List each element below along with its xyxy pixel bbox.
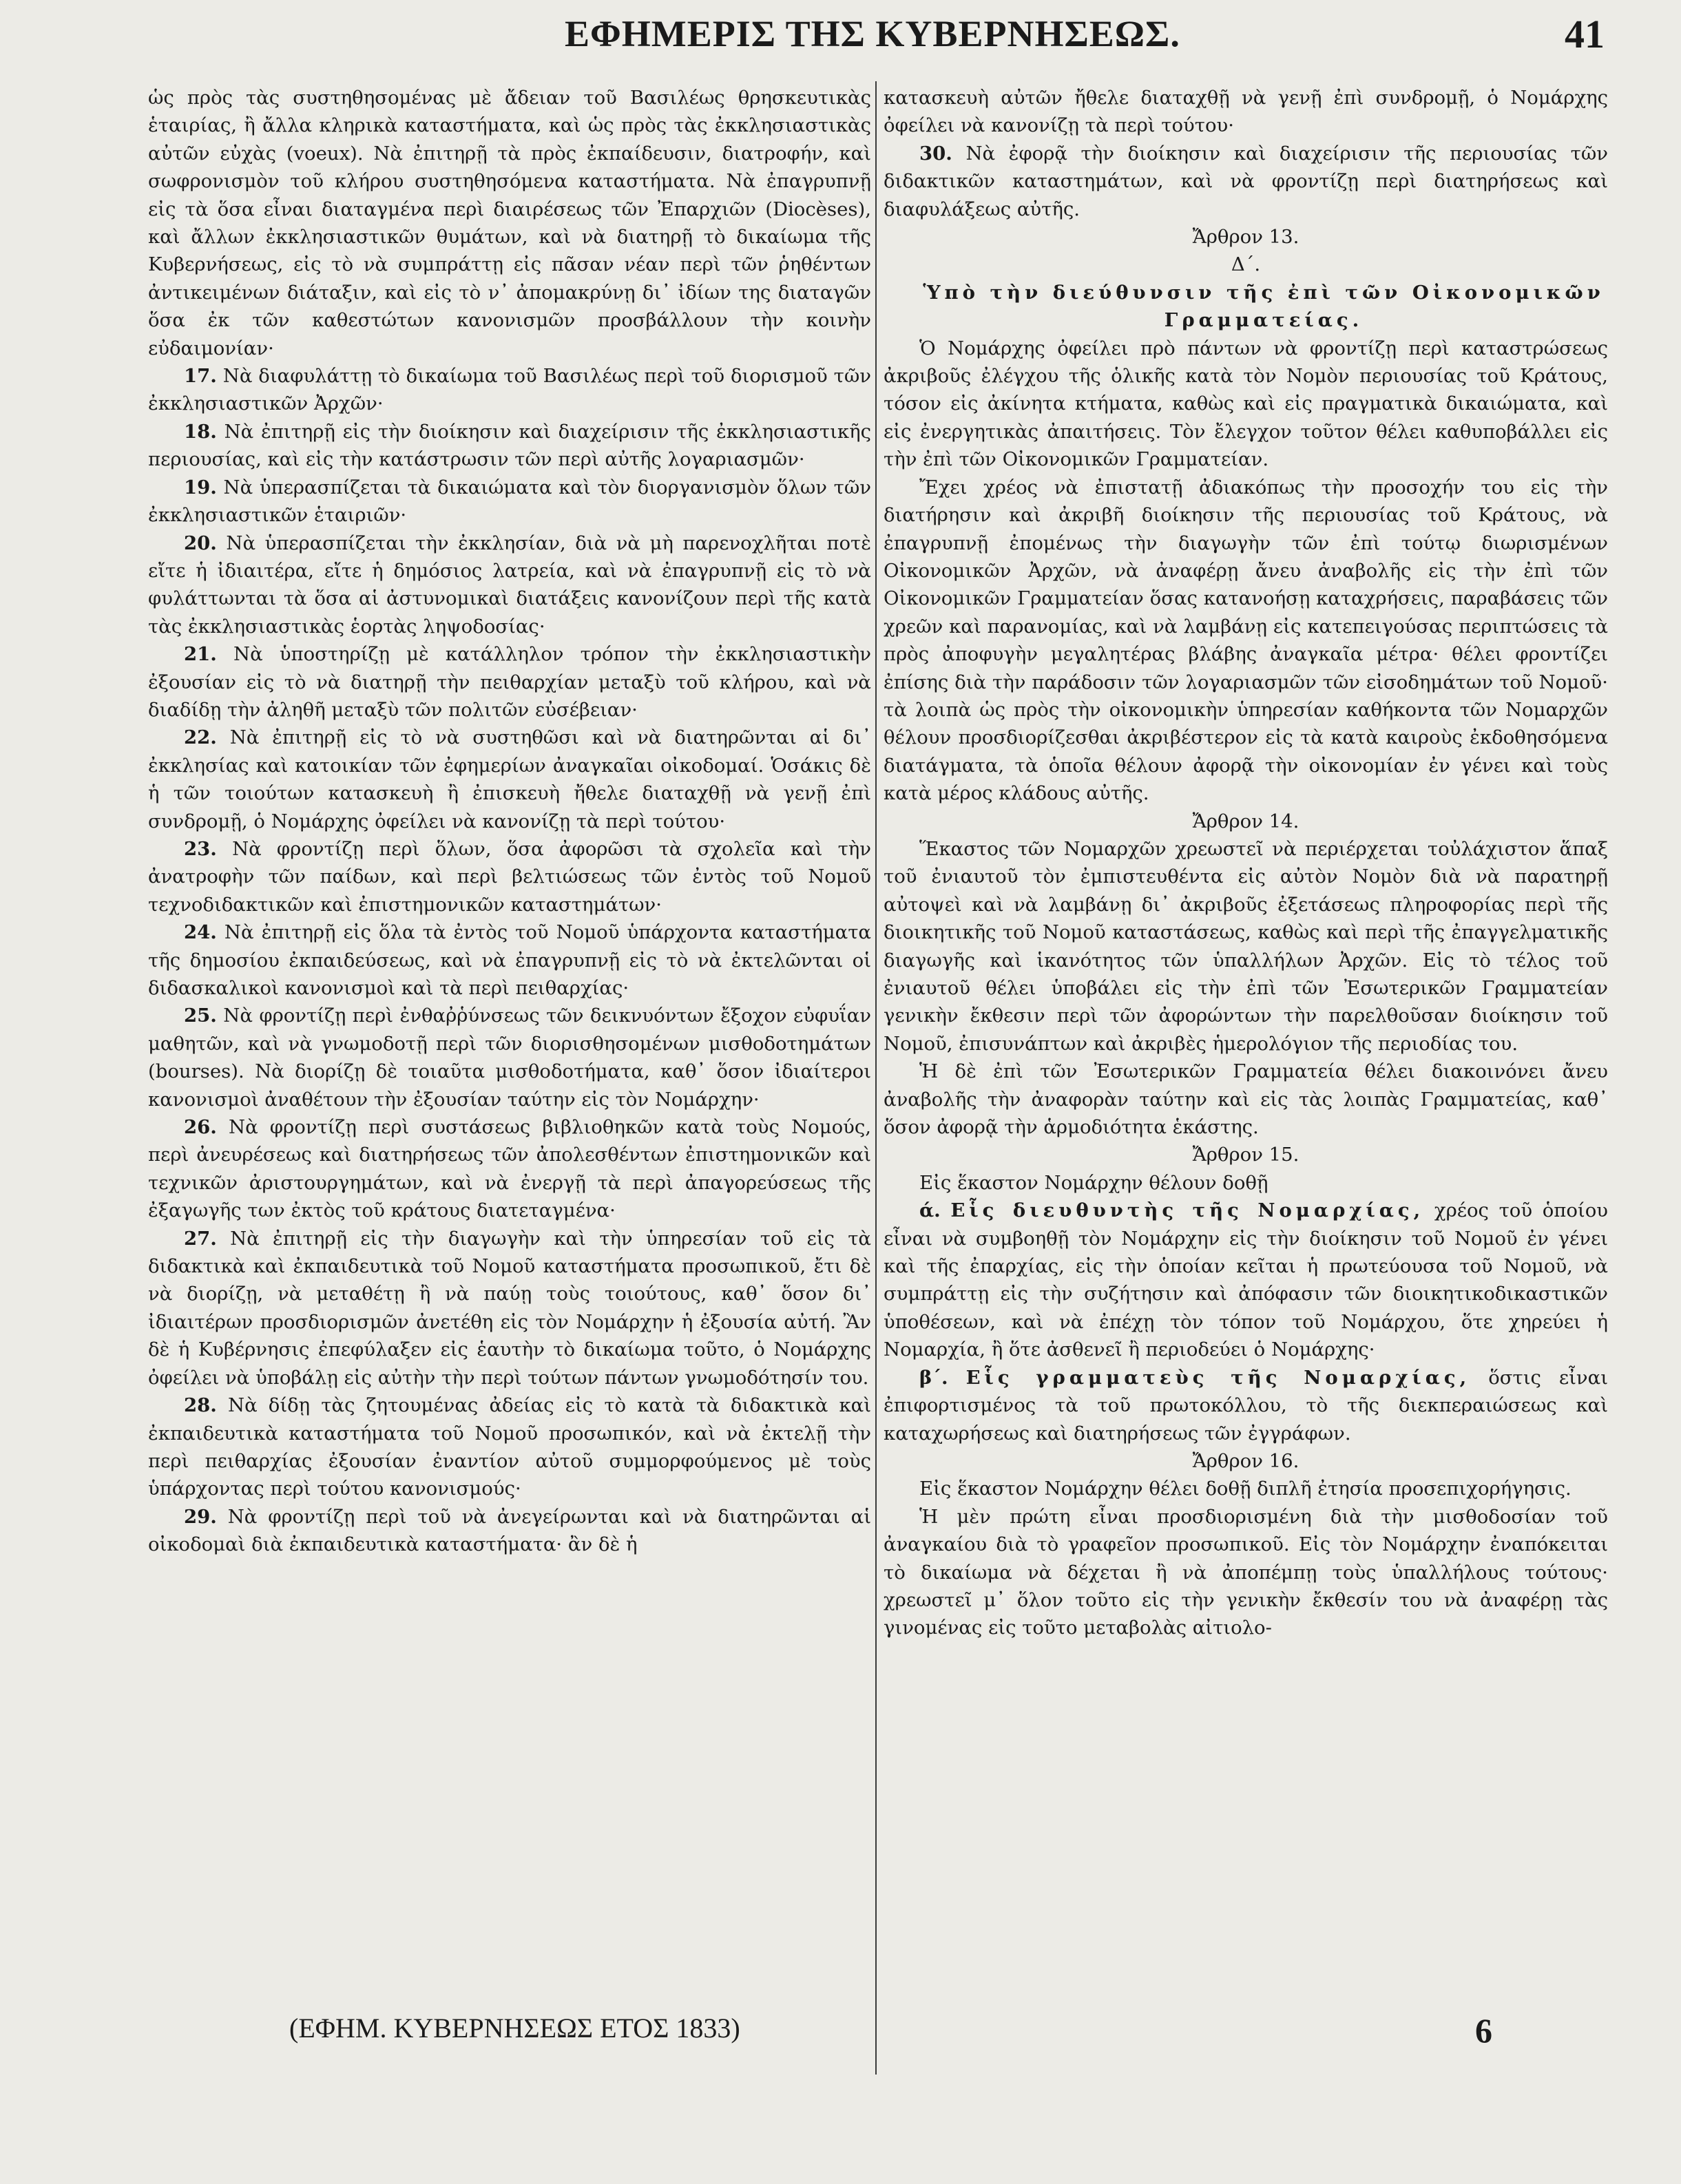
article-15-item-b	[884, 1364, 1608, 1447]
section-title: Ὑπὸ τὴν διεύθυνσιν τῆς ἐπὶ τῶν Οἰκονομικῶν	[923, 281, 1605, 304]
article-13-paragraph-2: Ἔχει χρέος νὰ ἐπιστατῇ ἀδιακόπως τὴν προσοχήν του εἰς τὴν διατήρησιν καὶ ἀκριβῆ διοίκησιν τῆς περιουσίας τοῦ Κράτους, νὰ ἐπαγρυπνῇ ἐπομένως τὴν διαγωγὴν τῶν ἐπὶ τούτῳ διωρισμένων Οἰκονομικῶν Ἀρχῶν, νὰ ἀναφέρῃ ἄνευ ἀναβολῆς εἰς τὴν ἐπὶ τῶν Οἰκονομικῶν Γραμματείαν ὅσας κατανοήσῃ καταχρήσεις, παραβάσεις τῶν χρεῶν καὶ παρανομίας, καὶ νὰ λαμβάνῃ εἰς κατεπειγούσας περιπτώσεις τὰ πρὸς ἀποφυγὴν μεγαλητέρας βλάβης ἀναγκαῖα μέτρα· θέλει φροντίζει ἐπίσης διὰ τὴν παράδοσιν τῶν λογαριασμῶν τῶν εἰσοδημάτων τοῦ Νομοῦ· τὰ λοιπὰ ὡς πρὸς τὴν οἰκονομικὴν ὑπηρεσίαν καθήκοντα τῶν Νομαρχῶν θέλουν προσδιορίζεσθαι ἀκριβέστερον εἰς τὰ κατὰ καιροὺς ἐκδοθησόμενα διατάγματα, τὰ ὁποῖα θέλουν ἀφορᾷ τὴν οἰκονομίαν ἐν γένει καὶ τοὺς κατὰ μέρος κλάδους αὐτῆς.	[884, 476, 1608, 805]
article-15-heading: Ἄρθρον 15.	[1192, 1144, 1299, 1166]
right-intro-paragraph: κατασκευὴ αὐτῶν ἤθελε διαταχθῇ νὰ γενῇ ἐπὶ συνδρομῇ, ὁ Νομάρχης ὀφείλει νὰ κανονίζῃ τὰ περὶ τούτου·	[884, 87, 1608, 137]
item-text: Νὰ ἐπιτηρῇ εἰς τὸ νὰ συστηθῶσι καὶ νὰ διατηρῶνται αἱ δι᾽ ἐκκλησίας καὶ κατοικίαν τῶν ἐφημερίων ἀναγκαῖαι οἰκοδομαί. Ὁσάκις δὲ ἡ τῶν τοιούτων κατασκευὴ ἢ ἐπισκευὴ ἤθελε διαταχθῇ νὰ γενῇ ἐπὶ συνδρομῇ, ὁ Νομάρχης ὀφείλει νὰ κανονίζῃ τὰ περὶ τούτου·	[148, 726, 871, 832]
numbered-item	[148, 1503, 871, 1559]
footer-note: (ΕΦΗΜ. ΚΥΒΕΡΝΗΣΕΩΣ ΕΤΟΣ 1833)	[289, 2013, 740, 2044]
left-column	[148, 84, 871, 1559]
item-text: Νὰ ἐπιτηρῇ εἰς τὴν διοίκησιν καὶ διαχείρισιν τῆς ἐκκλησιαστικῆς περιουσίας, καὶ εἰς τὴν κατάστρωσιν τῶν περὶ αὐτῆς λογαριασμῶν·	[148, 420, 871, 471]
item-number: 29.	[184, 1505, 217, 1528]
article-16-paragraph-2: Ἡ μὲν πρώτη εἶναι προσδιορισμένη διὰ τὴν μισθοδοσίαν τοῦ ἀναγκαίου διὰ τὸ γραφεῖον προσωπικοῦ. Εἰς τὸν Νομάρχην ἐναπόκειται τὸ δικαίωμα νὰ δέχεται ἢ νὰ ἀποπέμπῃ τοὺς ὑπαλλήλους τούτους· χρεωστεῖ μ᾽ ὅλον τοῦτο εἰς τὴν γενικὴν ἔκθεσίν του νὰ ἀναφέρῃ τὰς γινομένας εἰς τοῦτο μεταβολὰς αἰτιολο-	[884, 1505, 1608, 1639]
item-text: Νὰ φροντίζῃ περὶ ἐνθαῤῥύνσεως τῶν δεικνυόντων ἔξοχον εὐφυΐαν μαθητῶν, καὶ νὰ γνωμοδοτῇ περὶ τῶν διορισθησομένων μισθοδοτημάτων (bourses). Νὰ διορίζῃ δὲ τοιαῦτα μισθοδοτήματα, καθ᾽ ὅσον ἰδιαίτεροι κανονισμοὶ ἀναθέτουν τὴν ἐξουσίαν ταύτην εἰς τὸν Νομάρχην·	[148, 1005, 871, 1111]
item-number: 20.	[184, 532, 217, 554]
item-text: Νὰ ἐπιτηρῇ εἰς τὴν διαγωγὴν καὶ τὴν ὑπηρεσίαν τοῦ εἰς τὰ διδακτικὰ καὶ ἐκπαιδευτικὰ τοῦ Νομοῦ καταστήματα προσωπικοῦ, ἔτι δὲ νὰ διορίζῃ, νὰ μεταθέτῃ ἢ νὰ παύῃ τοὺς τοιούτους, καθ᾽ ὅσον δι᾽ ἰδιαιτέρων προσδιορισμῶν ἀνετέθη εἰς τὸν Νομάρχην ἡ ἐξουσία αὐτή. Ἂν δὲ ἡ Κυβέρνησις ἐπεφύλαξεν εἰς ἑαυτὴν τὸ δικαίωμα τοῦτο, ὁ Νομάρχης ὀφείλει νὰ ὑποβάλῃ εἰς αὐτὴν τὴν περὶ τούτων πάντων γνωμοδότησίν του.	[148, 1227, 871, 1389]
item-text: Νὰ φροντίζῃ περὶ συστάσεως βιβλιοθηκῶν κατὰ τοὺς Νομούς, περὶ ἀνευρέσεως καὶ διατηρήσεως τῶν ἀπολεσθέντων ἐπιστημονικῶν καὶ τεχνικῶν ἀριστουργημάτων, καὶ νὰ ἐνεργῇ τὰ περὶ ἀπαγορεύσεως τῆς ἐξαγωγῆς των ἐκτὸς τοῦ κράτους διατεταγμένα·	[148, 1116, 871, 1222]
item-number: 24.	[184, 921, 217, 944]
item-text: Νὰ διαφυλάττῃ τὸ δικαίωμα τοῦ Βασιλέως περὶ τοῦ διορισμοῦ τῶν ἐκκλησιαστικῶν Ἀρχῶν·	[148, 365, 871, 415]
item-number: 18.	[184, 420, 217, 443]
article-16-paragraph-1: Εἰς ἕκαστον Νομάρχην θέλει δοθῇ διπλῆ ἐτησία προσεπιχορήγησις.	[919, 1478, 1572, 1500]
item-title: Εἷς γραμματεὺς τῆς Νομαρχίας,	[965, 1366, 1471, 1389]
numbered-item	[148, 474, 871, 529]
item-text: Νὰ ὑπερασπίζεται τὰ δικαιώματα καὶ τὸν διοργανισμὸν ὅλων τῶν ἐκκλησιαστικῶν ἑταιριῶν·	[148, 476, 872, 527]
item-text: Νὰ ἐφορᾷ τὴν διοίκησιν καὶ διαχείρισιν τῆς περιουσίας τῶν διδακτικῶν καταστημάτων, καὶ νὰ φροντίζῃ περὶ διατηρήσεως καὶ διαφυλάξεως αὐτῆς.	[884, 142, 1608, 220]
item-text: Νὰ ὑποστηρίζῃ μὲ κατάλληλον τρόπον τὴν ἐκκλησιαστικὴν ἐξουσίαν εἰς τὸ νὰ διατηρῇ τὴν πειθαρχίαν μεταξὺ τοῦ κλήρου, καὶ νὰ διαδίδῃ τὴν ἀληθῆ μεταξὺ τῶν πολιτῶν εὐσέβειαν·	[148, 643, 871, 721]
numbered-item	[148, 640, 871, 724]
numbered-item	[148, 918, 871, 1002]
item-number: 17.	[184, 365, 217, 388]
numbered-item	[148, 1225, 871, 1392]
numbered-item	[148, 1392, 871, 1503]
page-number: 41	[1565, 12, 1605, 56]
section-title-continued: Γραμματείας.	[1164, 309, 1364, 332]
item-text: Νὰ ἐπιτηρῇ εἰς ὅλα τὰ ἐντὸς τοῦ Νομοῦ ὑπάρχοντα καταστήματα τῆς δημοσίου ἐκπαιδεύσεως, καὶ νὰ ἐπαγρυπνῇ εἰς τὸ νὰ ἐκτελῶνται οἱ διδασκαλικοὶ κανονισμοὶ καὶ τὰ περὶ πειθαρχίας·	[148, 921, 871, 999]
continued-paragraph: ὡς πρὸς τὰς συστηθησομένας μὲ ἄδειαν τοῦ Βασιλέως θρησκευτικὰς ἑταιρίας, ἢ ἄλλα κληρικὰ καταστήματα, καὶ ὡς πρὸς τὰς ἐκκλησιαστικὰς αὐτῶν εὐχὰς (voeux). Νὰ ἐπιτηρῇ τὰ πρὸς ἐκπαίδευσιν, διατροφήν, καὶ σωφρονισμὸν τοῦ κλήρου συστηθησόμενα καταστήματα. Νὰ ἐπαγρυπνῇ εἰς τὰ ὅσα εἶναι διαταγμένα περὶ διαιρέσεως τῶν Ἐπαρχιῶν (Diocèses), καὶ ἄλλων ἐκκλησιαστικῶν θυμάτων, καὶ νὰ διατηρῇ τὸ δικαίωμα τῆς Κυβερνήσεως, εἰς τὸ νὰ συμπράττῃ εἰς πᾶσαν νέαν περὶ τῶν ῥηθέντων ἀντικειμένων διάταξιν, καὶ εἰς τὸ ν᾽ ἀπομακρύνῃ δι᾽ ἰδίων της διαταγῶν ὅσα ἐκ τῶν καθεστώτων κανονισμῶν προσβάλλουν τὴν κοινὴν εὐδαιμονίαν·	[148, 87, 871, 359]
item-text: χρέος τοῦ ὁποίου εἶναι νὰ συμβοηθῇ τὸν Νομάρχην εἰς τὴν διοίκησιν τοῦ Νομοῦ ἐν γένει καὶ τῆς ἐπαρχίας, εἰς τὴν ὁποίαν κεῖται ἡ πρωτεύουσα τοῦ Νομοῦ, νὰ συμπράττῃ εἰς τὴν συζήτησιν καὶ ἀπόφασιν τῶν διοικητικοδικαστικῶν ὑποθέσεων, καὶ νὰ ἐπέχῃ τὸν τόπον τοῦ Νομάρχου, ὅτε χηρεύει ἡ Νομαρχία, ἢ ὅτε ἀσθενεῖ ἢ περιοδεύει ὁ Νομάρχης·	[884, 1199, 1608, 1361]
item-30	[884, 140, 1608, 223]
item-text: Νὰ ὑπερασπίζεται τὴν ἐκκλησίαν, διὰ νὰ μὴ παρενοχλῆται ποτὲ εἴτε ἡ ἰδιαιτέρα, εἴτε ἡ δημόσιος λατρεία, καὶ νὰ ἐπαγρυπνῇ εἰς τὸ νὰ φυλάττωνται τὰ ὅσα αἱ ἀστυνομικαὶ διατάξεις κανονίζουν περὶ τῆς κατὰ τὰς ἐκκλησιαστικὰς ἑορτὰς ληψοδοσίας·	[148, 532, 871, 638]
item-number: 26.	[184, 1116, 217, 1139]
article-14-paragraph-1: Ἕκαστος τῶν Νομαρχῶν χρεωστεῖ νὰ περιέρχεται τοὐλάχιστον ἅπαξ τοῦ ἐνιαυτοῦ τὸν ἐμπιστευθέντα εἰς αὐτὸν Νομὸν διὰ νὰ παρατηρῇ αὐτοψεὶ καὶ νὰ λαμβάνῃ δι᾽ ἀκριβοῦς ἐξετάσεως πληροφορίας περὶ τῆς διοικητικῆς τοῦ Νομοῦ καταστάσεως, καθὼς καὶ περὶ τῆς ἐπαγγελματικῆς διαγωγῆς καὶ ἱκανότητος τῶν ὑπαλλήλων Ἀρχῶν. Εἰς τὸ τέλος τοῦ ἐνιαυτοῦ θέλει ὑποβάλει εἰς τὴν ἐπὶ τῶν Ἐσωτερικῶν Γραμματείαν γενικὴν ἔκθεσιν περὶ τῶν ἀφορώντων τὴν παρελθοῦσαν διοίκησιν τοῦ Νομοῦ, ἐπισυνάπτων καὶ ἀκριβὲς ἡμερολόγιον τῆς περιοδίας του.	[884, 837, 1608, 1055]
item-label: ά.	[919, 1199, 941, 1222]
item-number: 22.	[184, 726, 217, 749]
item-text: Νὰ δίδῃ τὰς ζητουμένας ἀδείας εἰς τὸ κατὰ τὰ διδακτικὰ καὶ ἐκπαιδευτικὰ καταστήματα τοῦ Νομοῦ προσωπικόν, καὶ νὰ ἐκτελῇ τὴν περὶ πειθαρχίας ἐξουσίαν ἐναντίον αὐτοῦ συμμορφούμενος μὲ τοὺς ὑπάρχοντας περὶ τούτου κανονισμούς·	[148, 1394, 871, 1500]
item-label: β΄.	[919, 1366, 948, 1389]
item-number: 23.	[184, 837, 217, 860]
numbered-item	[148, 835, 871, 918]
signature-mark: 6	[1475, 2011, 1492, 2050]
section-letter: Δ΄.	[1231, 253, 1261, 276]
article-13-heading: Ἄρθρον 13.	[1192, 226, 1299, 249]
article-13-paragraph-1: Ὁ Νομάρχης ὀφείλει πρὸ πάντων νὰ φροντίζῃ περὶ καταστρώσεως ἀκριβοῦς ἐλέγχου τῆς ὁλικῆς κατὰ τὸν Νομὸν περιουσίας τοῦ Κράτους, τόσον εἰς ἀκίνητα κτήματα, καθὼς καὶ εἰς πραγματικὰ δικαιώματα, καὶ εἰς ἐνεργητικὰς ἀπαιτήσεις. Τὸν ἔλεγχον τοῦτον θέλει καθυποβάλλει εἰς τὴν ἐπὶ τῶν Οἰκονομικῶν Γραμματείαν.	[884, 337, 1608, 471]
numbered-item	[148, 418, 871, 474]
column-divider	[875, 81, 877, 2075]
item-number: 19.	[184, 476, 217, 498]
numbered-item	[148, 724, 871, 835]
masthead-title: ΕΦΗΜΕΡΙΣ ΤΗΣ ΚΥΒΕΡΝΗΣΕΩΣ.	[565, 13, 1180, 54]
numbered-item	[148, 1002, 871, 1113]
item-number: 30.	[919, 142, 952, 165]
numbered-item	[148, 362, 871, 418]
item-text: ὅστις εἶναι ἐπιφορτισμένος τὰ τοῦ πρωτοκόλλου, τὸ τῆς διεκπεραιώσεως καὶ καταχωρήσεως καὶ διατηρήσεως τῶν ἐγγράφων.	[884, 1366, 1608, 1445]
numbered-item	[148, 529, 871, 641]
item-title: Εἷς διευθυντὴς τῆς Νομαρχίας,	[950, 1199, 1425, 1222]
running-head	[0, 10, 1681, 58]
item-text: Νὰ φροντίζῃ περὶ τοῦ νὰ ἀνεγείρωνται καὶ νὰ διατηρῶνται αἱ οἰκοδομαὶ διὰ ἐκπαιδευτικὰ καταστήματα· ἂν δὲ ἡ	[148, 1505, 871, 1556]
article-16-heading: Ἄρθρον 16.	[1192, 1449, 1299, 1472]
right-column	[884, 84, 1608, 1642]
article-14-heading: Ἄρθρον 14.	[1192, 810, 1299, 832]
article-15-item-a	[884, 1197, 1608, 1363]
numbered-item	[148, 1113, 871, 1225]
item-number: 25.	[184, 1005, 217, 1027]
item-text: Νὰ φροντίζῃ περὶ ὅλων, ὅσα ἀφορῶσι τὰ σχολεῖα καὶ τὴν ἀνατροφὴν τῶν παίδων, καὶ περὶ βελτιώσεως τῶν ἐντὸς τοῦ Νομοῦ τεχνοδιδακτικῶν καὶ ἐπιστημονικῶν καταστημάτων·	[148, 837, 871, 916]
article-14-paragraph-2: Ἡ δὲ ἐπὶ τῶν Ἐσωτερικῶν Γραμματεία θέλει διακοινόνει ἄνευ ἀναβολῆς τὴν ἀναφορὰν ταύτην καὶ εἰς τὰς λοιπὰς Γραμματείας, καθ᾽ ὅσον ἀφορᾷ τὴν ἁρμοδιότητα ἑκάστης.	[884, 1060, 1608, 1139]
item-number: 27.	[184, 1227, 217, 1250]
item-number: 28.	[184, 1394, 217, 1417]
item-number: 21.	[184, 643, 217, 666]
article-15-intro: Εἰς ἕκαστον Νομάρχην θέλουν δοθῇ	[919, 1171, 1268, 1194]
